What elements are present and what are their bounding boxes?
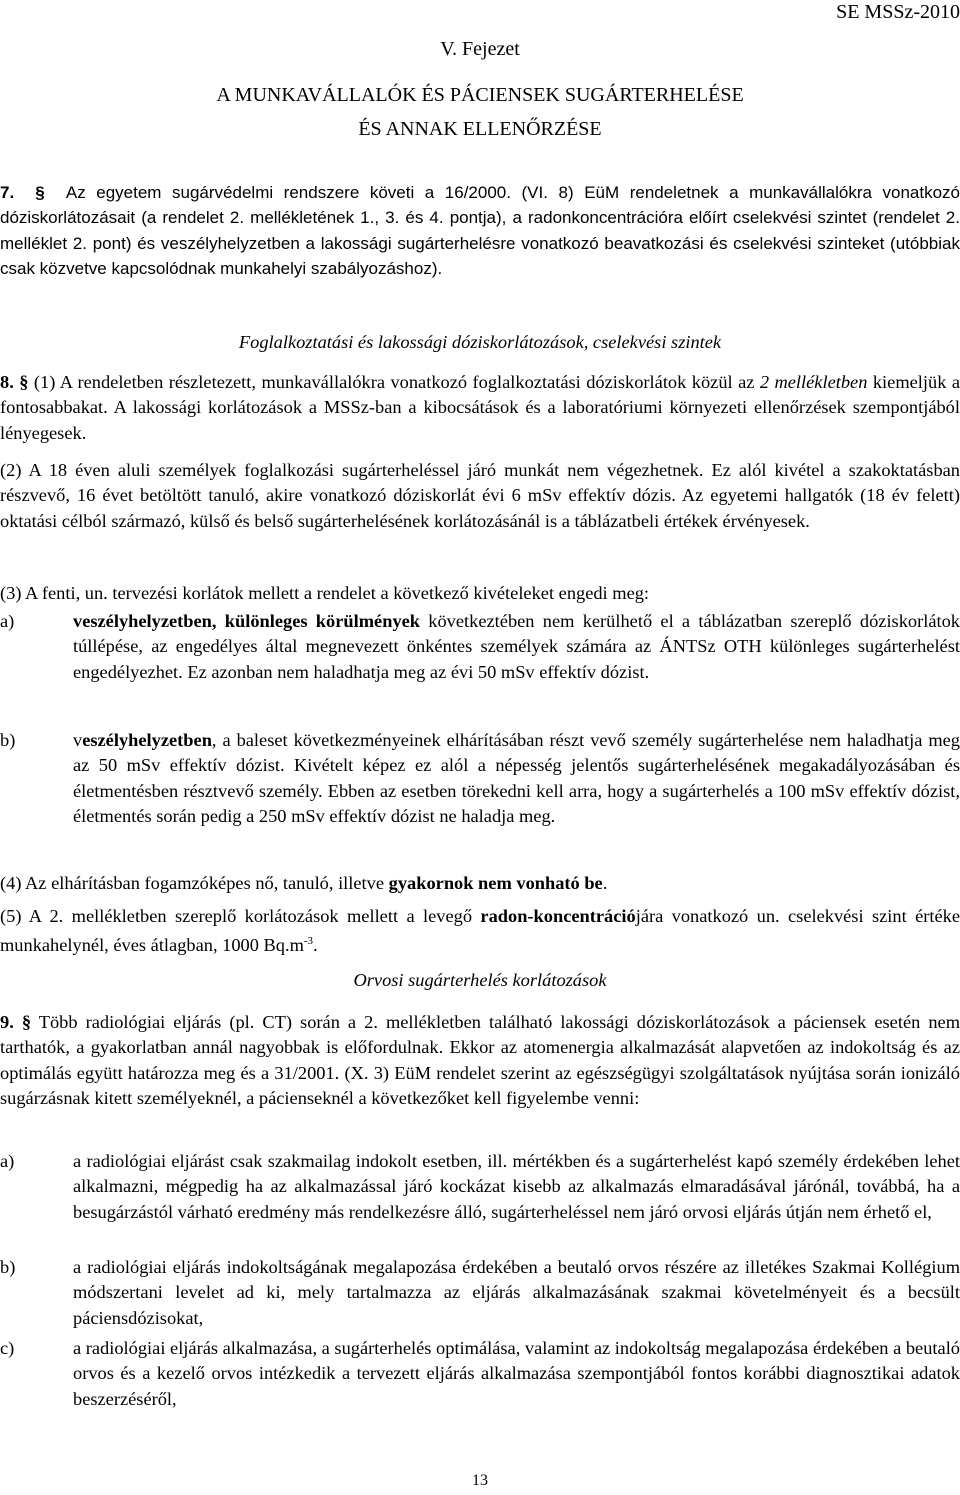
- section-9-item-c: [0, 1336, 960, 1416]
- section-sign: §: [19, 372, 29, 392]
- section-sign: §: [21, 1012, 32, 1032]
- document-code: SE MSSz-2010: [836, 1, 960, 23]
- p5-text-cont: jára vonatkozó un. cselekvési szint értéke munkahelynél, éves átlagban, 1000 Bq.m: [0, 906, 960, 956]
- item-label: c): [0, 1338, 15, 1358]
- section-8-item-a: [0, 609, 960, 715]
- section-9-number: 9.: [0, 1012, 14, 1032]
- section-9-item-a: [0, 1149, 960, 1255]
- unit-exponent: -3: [303, 935, 314, 948]
- section-8-paragraph-1: [0, 370, 960, 446]
- section-8-number: 8.: [0, 372, 14, 392]
- p5-text-end: .: [313, 935, 318, 956]
- section-8-paragraph-5: [0, 904, 960, 959]
- item-prefix: v: [73, 730, 83, 750]
- section-8-paragraph-2: (2) A 18 éven aluli személyek foglalkozási sugárterheléssel járó munkát nem végezhetnek. Ez alól kivétel a szakoktatásban részvevő, 16 évet betöltött tanuló, akire vonatkozó dóziskorlát évi 6 mSv effektív dózis. Az egyetemi hallgatók (18 év felett) oktatási célból származó, külső és belső sugárterhelésének korlátozásánál is a táblázatbeli értékek érvényesek.: [0, 460, 960, 531]
- item-bold-text: eszélyhelyzetben: [82, 730, 212, 750]
- item-label: b): [0, 730, 16, 750]
- annex-reference: 2 mellékletben: [759, 372, 868, 392]
- section-heading-dose-limits: Foglalkoztatási és lakossági dóziskorlátozások, cselekvési szintek: [238, 332, 722, 352]
- item-bold-text: veszélyhelyzetben, különleges körülmények: [73, 611, 421, 631]
- item-label: b): [0, 1257, 16, 1277]
- p5-text: (5) A 2. mellékletben szereplő korlátozások mellett a levegő: [0, 906, 481, 926]
- section-8-item-b: [0, 728, 960, 858]
- section-9-paragraph: [0, 1010, 960, 1112]
- item-body: következtében nem kerülhető el a táblázatban szereplő dóziskorlátok túllépése, az engedélyes által megnevezett önkéntes személyek számára az ÁNTSz OTH különleges sugárterhelést engedélyezhet. Ez azonban nem haladhatja meg az évi 50 mSv effektív dózist.: [73, 611, 960, 682]
- chapter-title-line2: ÉS ANNAK ELLENŐRZÉSE: [358, 118, 602, 140]
- item-label: a): [0, 1151, 15, 1171]
- section-sign: §: [35, 183, 45, 202]
- section-7-number: 7.: [0, 183, 15, 202]
- p4-bold-text: gyakornok nem vonható be: [388, 873, 603, 893]
- item-label: a): [0, 611, 15, 631]
- p5-bold-text: radon-koncentráció: [480, 906, 636, 926]
- section-8-paragraph-3: (3) A fenti, un. tervezési korlátok mellett a rendelet a következő kivételeket engedi meg:: [0, 583, 650, 603]
- section-8-p1-text-cont: kiemeljük a fontosabbakat. A lakossági korlátozások a MSSz-ban a kibocsátások és a laboratóriumi környezeti ellenőrzések szempontjából lényegesek.: [0, 372, 960, 443]
- section-9-text: Több radiológiai eljárás (pl. CT) során a 2. mellékletben található lakossági dóziskorlátozások a páciensek esetén nem tarthatók, a gyakorlatban annál nagyobbak is előfordulnak. Ekkor az atomenergia alkalmazását alapvetően az indokoltság és az optimálás együtt határozza meg és a 31/2001. (X. 3) EüM rendelet szerint az egészségügyi szolgáltatások nyújtása során ionizáló sugárzásnak kitett személyeknél, a pácienseknél a következőket kell figyelembe venni:: [0, 1012, 960, 1109]
- section-8-p1-text: (1) A rendeletben részletezett, munkavállalókra vonatkozó foglalkoztatási dóziskorlátok közül az: [33, 372, 760, 392]
- section-7-paragraph: [0, 180, 960, 282]
- item-text: a radiológiai eljárás alkalmazása, a sugárterhelés optimálása, valamint az indokoltság megalapozása érdekében a beutaló orvos és a kezelő orvos intézkedik a tervezett eljárás alkalmazása szempontjából fontos korábbi diagnosztikai adatok beszerzéséről,: [73, 1338, 960, 1409]
- item-text: a radiológiai eljárás indokoltságának megalapozása érdekében a beutaló orvos részére az illetékes Szakmai Kollégium módszertani levelet ad ki, mely tartalmazza az eljárás alkalmazásának szakmai követelményeit és a becsült páciensdózisokat,: [73, 1257, 960, 1328]
- section-7-text: Az egyetem sugárvédelmi rendszere követi a 16/2000. (VI. 8) EüM rendeletnek a munkavállalókra vonatkozó dóziskorlátozásait (a rendelet 2. mellékletének 1., 3. és 4. pontja), a radonkoncentrációra előírt cselekvési szintet (rendelet 2. melléklet 2. pont) és veszélyhelyzetben a lakossági sugárterhelésre vonatkozó beavatkozási és cselekvési szinteket (utóbbiak csak közvetve kapcsolódnak munkahelyi szabályozáshoz).: [0, 183, 960, 279]
- item-text: [73, 728, 960, 830]
- section-heading-medical-exposure: Orvosi sugárterhelés korlátozások: [353, 970, 607, 990]
- page-number: 13: [472, 1472, 488, 1489]
- item-body: , a baleset következményeinek elhárításában részt vevő személy sugárterhelése nem haladhatja meg az 50 mSv effektív dózist. Kivételt képez ez alól a népesség jelentős sugárterhelésének megakadályozásában és életmentésben résztvevő személy. Ebben az esetben törekedni kell arra, hogy a sugárterhelés a 100 mSv effektív dózist, életmentés során pedig a 250 mSv effektív dózist ne haladja meg.: [73, 730, 960, 827]
- item-text: [73, 609, 960, 685]
- chapter-number: V. Fejezet: [440, 38, 520, 60]
- p4-text: (4) Az elhárításban fogamzóképes nő, tanuló, illetve: [0, 873, 389, 893]
- section-9-item-b: [0, 1255, 960, 1335]
- chapter-title-line1: A MUNKAVÁLLALÓK ÉS PÁCIENSEK SUGÁRTERHELÉSE: [216, 84, 744, 106]
- p4-text-end: .: [602, 873, 608, 893]
- item-text: a radiológiai eljárást csak szakmailag indokolt esetben, ill. mértékben és a sugárterhelést kapó személy érdekében lehet alkalmazni, mégpedig ha az alkalmazással járó kockázat kisebb az alkalmazás elmaradásával járónál, továbbá, ha a besugárzástól várható eredmény más rendelkezésre álló, sugárterheléssel nem járó orvosi eljárás útján nem érhető el,: [73, 1151, 960, 1222]
- section-8-paragraph-4: [0, 871, 960, 896]
